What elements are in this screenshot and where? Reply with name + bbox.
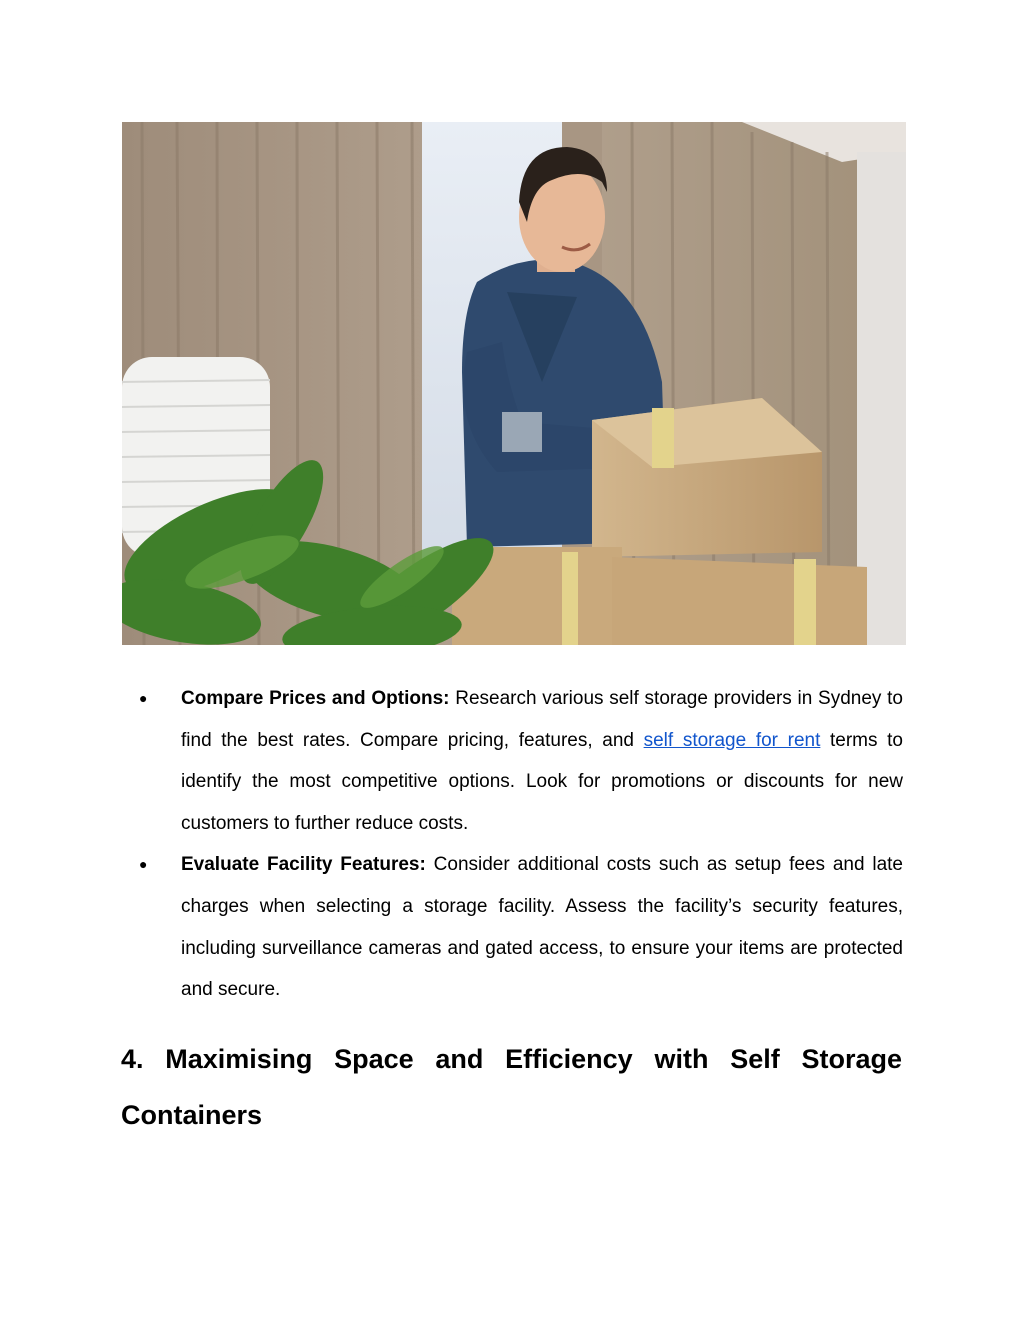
bullet-title: Evaluate Facility Features: xyxy=(181,854,426,876)
bullet-list xyxy=(122,678,903,1011)
list-item xyxy=(122,844,903,1010)
bullet-text: Consider additional costs such as setup fees and late charges when selecting a storage facility. Assess the facility’s security features, including surveillance cameras and gated access, to ensure your items are protected and secure. xyxy=(181,854,903,1001)
section-heading: 4. Maximising Space and Efficiency with Self Storage Containers xyxy=(121,1044,902,1130)
list-item xyxy=(122,678,903,844)
bullet-dot: ● xyxy=(139,690,148,706)
bullet-text: Research various self storage providers in Sydney to find the best rates. Compare pricing, features, and xyxy=(181,688,903,751)
man-carrying-boxes-photo xyxy=(122,122,906,645)
bullet-text: terms to identify the most competitive options. Look for promotions or discounts for new customers to further reduce costs. xyxy=(181,729,903,834)
self-storage-for-rent-link[interactable]: self storage for rent xyxy=(643,729,821,751)
bullet-dot: ● xyxy=(139,856,148,873)
bullet-title: Compare Prices and Options: xyxy=(181,688,450,709)
